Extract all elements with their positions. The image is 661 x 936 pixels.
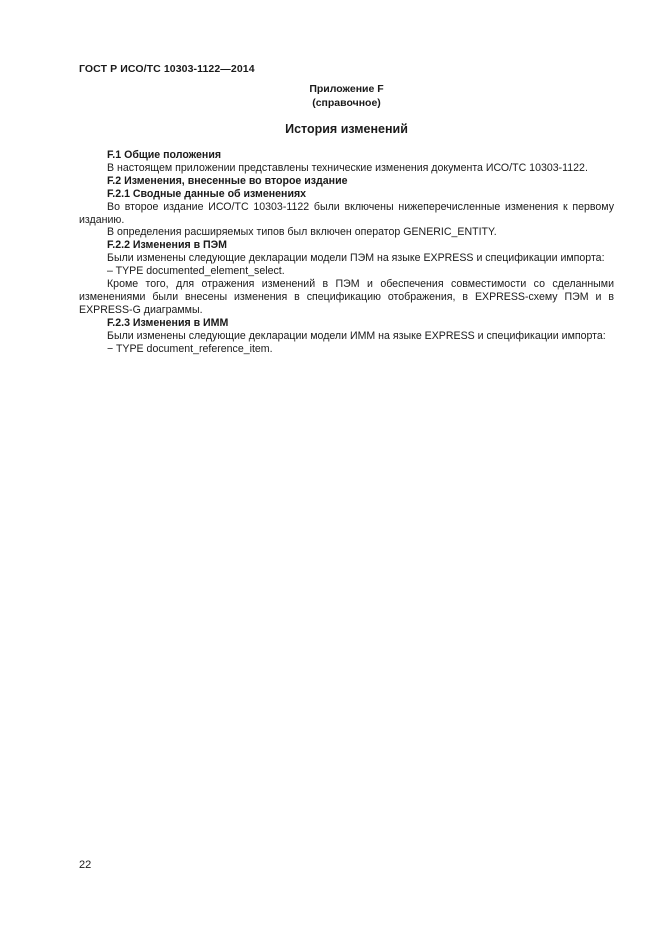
f21-paragraph-2: В определения расширяемых типов был включен оператор GENERIC_ENTITY.	[107, 226, 497, 239]
f23-list-item: − TYPE document_reference_item.	[107, 342, 273, 355]
f22-list-item: – TYPE documented_element_select.	[107, 265, 285, 278]
annex-type: (справочное)	[312, 97, 381, 109]
f23-heading: F.2.3 Изменения в ИММ	[107, 316, 229, 329]
f22-paragraph-1: Были изменены следующие декларации модели ПЭМ на языке EXPRESS и спецификации импорта:	[107, 252, 605, 265]
annex-body	[79, 149, 614, 356]
f22-heading: F.2.2 Изменения в ПЭМ	[107, 239, 228, 252]
f22-paragraph-2: Кроме того, для отражения изменений в ПЭМ и обеспечения совместимости со сделанными изменениями были внесены изменения в спецификацию отображения, в EXPRESS-схему ПЭМ и в EXPRESS-G диаграммы.	[79, 278, 614, 316]
annex-label: Приложение F	[309, 83, 384, 95]
f21-heading: F.2.1 Сводные данные об изменениях	[107, 187, 307, 200]
f21-paragraph-1: Во второе издание ИСО/ТС 10303-1122 были включены нижеперечисленные изменения к первому изданию.	[79, 200, 614, 226]
f1-heading: F.1 Общие положения	[107, 149, 222, 161]
f1-paragraph: В настоящем приложении представлены технические изменения документа ИСО/ТС 10303-1122.	[107, 161, 588, 174]
document-standard-code: ГОСТ Р ИСО/ТС 10303-1122—2014	[79, 63, 255, 75]
f23-paragraph-1: Были изменены следующие декларации модели ИММ на языке EXPRESS и спецификации импорта:	[107, 329, 606, 342]
annex-title: История изменений	[285, 122, 408, 136]
f2-heading: F.2 Изменения, внесенные во второе издание	[107, 174, 348, 187]
page-number: 22	[79, 859, 92, 871]
